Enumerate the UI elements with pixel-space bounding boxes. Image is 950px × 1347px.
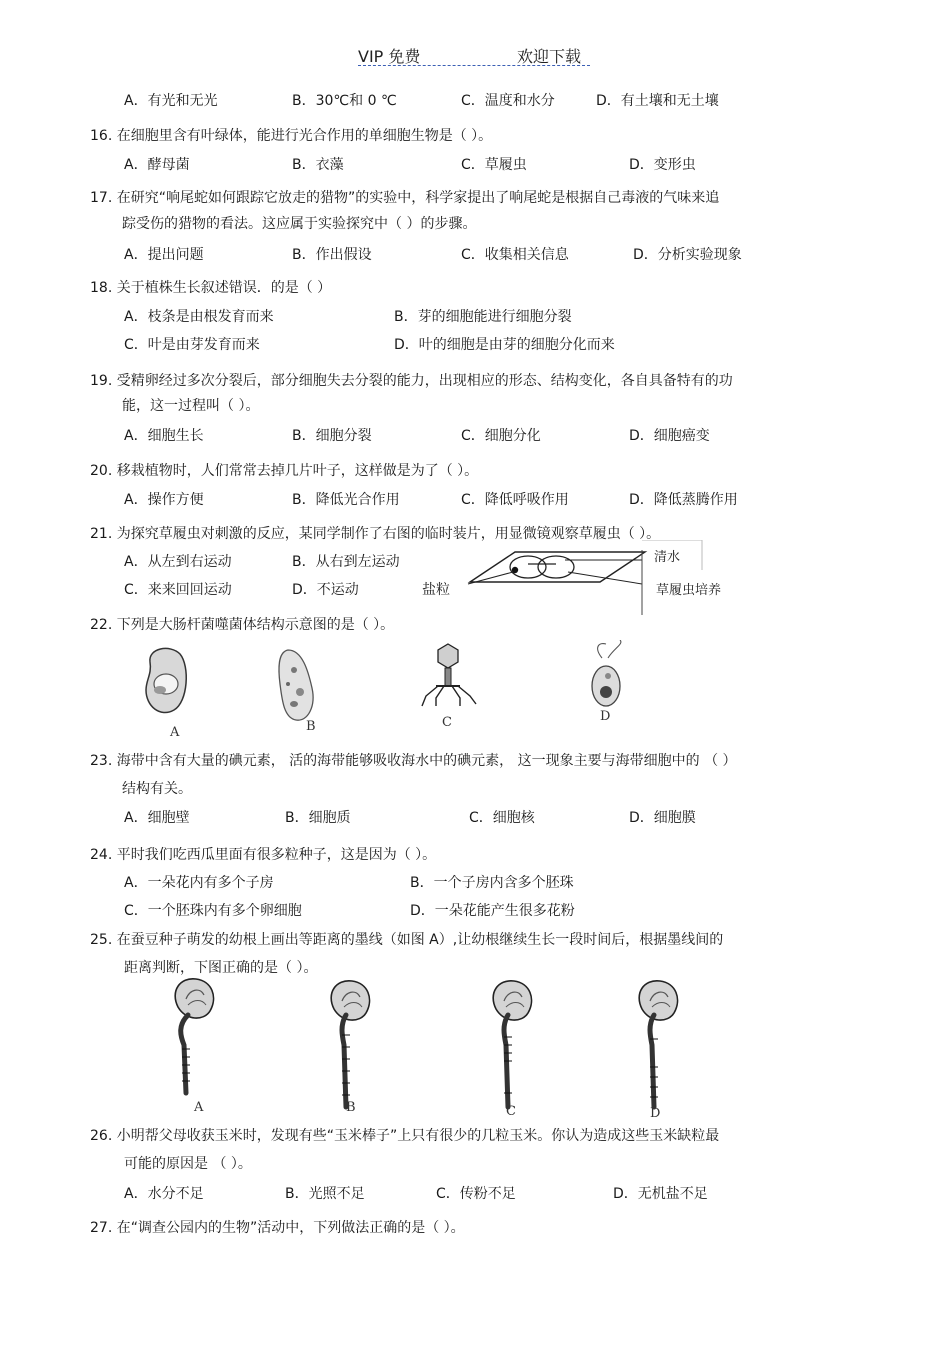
q22-figure-d — [592, 640, 621, 706]
q15-option-c: C．温度和水分 — [461, 93, 555, 109]
q25-label-c: C — [506, 1104, 516, 1119]
q22-label-a: A — [170, 725, 180, 740]
q21-option-a: A．从左到右运动 — [124, 554, 232, 570]
drop-right — [538, 556, 574, 578]
q22-figure-b — [279, 650, 313, 720]
q20-option-d: D．降低蒸腾作用 — [629, 492, 738, 508]
q16-option-a: A．酵母菌 — [124, 157, 190, 173]
q20-option-b: B．降低光合作用 — [292, 492, 400, 508]
q15-option-d: D．有土壤和无土壤 — [596, 93, 719, 109]
q21-label-culture: 草履虫培养 — [656, 583, 722, 598]
q25-label-d: D — [650, 1106, 661, 1120]
q17-stem-line2: 踪受伤的猎物的看法。这应属于实验探究中（ ）的步骤。 — [122, 216, 477, 232]
q18-stem: 18. 关于植株生长叙述错误．的是（ ） — [90, 280, 332, 296]
q20-stem: 20. 移栽植物时，人们常常去掉几片叶子，这样做是为了（ ）。 — [90, 463, 479, 479]
q22-figure-a — [146, 648, 186, 712]
q23-option-c: C．细胞核 — [469, 810, 535, 826]
header-underline — [358, 65, 590, 66]
q27-stem: 27. 在“调查公园内的生物”活动中，下列做法正确的是（ ）。 — [90, 1220, 465, 1236]
q22-label-c: C — [442, 715, 452, 730]
q25-root-figures — [150, 975, 690, 1120]
q21-option-d: D．不运动 — [292, 582, 359, 598]
q24-option-a: A．一朵花内有多个子房 — [124, 875, 274, 891]
q19-stem-line1: 19. 受精卵经过多次分裂后，部分细胞失去分裂的能力，出现相应的形态、结构变化，各自具备特有的功 — [90, 373, 733, 389]
q25-seedling-b — [331, 981, 369, 1107]
q26-option-a: A．水分不足 — [124, 1186, 204, 1202]
q26-stem-line1: 26. 小明帮父母收获玉米时，发现有些“玉米棒子”上只有很少的几粒玉米。你认为造成这些玉米缺粒最 — [90, 1128, 720, 1144]
q21-option-c: C．来来回回运动 — [124, 582, 232, 598]
q23-option-d: D．细胞膜 — [629, 810, 696, 826]
q23-option-a: A．细胞壁 — [124, 810, 190, 826]
q22-microbe-figures — [130, 640, 660, 740]
q18-option-d: D．叶的细胞是由芽的细胞分化而来 — [394, 337, 615, 353]
q24-option-d: D．一朵花能产生很多花粉 — [410, 903, 575, 919]
q26-option-b: B．光照不足 — [285, 1186, 365, 1202]
q19-option-a: A．细胞生长 — [124, 428, 204, 444]
q25-stem-line2: 距离判断，下图正确的是（ ）。 — [124, 960, 318, 976]
q22-figure-c — [422, 644, 476, 706]
q26-stem-line2: 可能的原因是 （ ）。 — [124, 1156, 252, 1172]
q25-label-a: A — [194, 1100, 204, 1115]
q21-slide-figure — [420, 540, 750, 615]
q16-stem: 16. 在细胞里含有叶绿体，能进行光合作用的单细胞生物是（ ）。 — [90, 128, 493, 144]
q21-label-salt: 盐粒 — [422, 582, 450, 598]
header-vip-free: VIP 免费 — [358, 47, 421, 66]
q19-option-d: D．细胞癌变 — [629, 428, 710, 444]
q20-option-c: C．降低呼吸作用 — [461, 492, 569, 508]
q21-option-b: B．从右到左运动 — [292, 554, 400, 570]
q24-option-b: B．一个子房内含多个胚珠 — [410, 875, 574, 891]
q23-stem-line1: 23. 海带中含有大量的碘元素， 活的海带能够吸收海水中的碘元素， 这一现象主要与海带细胞中的 （ ） — [90, 753, 737, 769]
q25-label-b: B — [346, 1100, 356, 1115]
q16-option-d: D．变形虫 — [629, 157, 696, 173]
q26-option-d: D．无机盐不足 — [613, 1186, 708, 1202]
q16-option-c: C．草履虫 — [461, 157, 527, 173]
q17-option-b: B．作出假设 — [292, 247, 372, 263]
q21-stem: 21. 为探究草履虫对刺激的反应，某同学制作了右图的临时装片，用显微镜观察草履虫（ ）。 — [90, 526, 661, 542]
q22-label-b: B — [306, 719, 316, 734]
q20-option-a: A．操作方便 — [124, 492, 204, 508]
q19-stem-line2: 能，这一过程叫（ ）。 — [122, 398, 260, 414]
q19-option-c: C．细胞分化 — [461, 428, 541, 444]
q26-option-c: C．传粉不足 — [436, 1186, 516, 1202]
q17-option-c: C．收集相关信息 — [461, 247, 569, 263]
q15-option-a: A．有光和无光 — [124, 93, 218, 109]
q23-option-b: B．细胞质 — [285, 810, 351, 826]
q17-option-d: D．分析实验现象 — [633, 247, 742, 263]
q24-option-c: C．一个胚珠内有多个卵细胞 — [124, 903, 302, 919]
q15-option-b: B．30℃和 0 ℃ — [292, 93, 397, 109]
q16-option-b: B．衣藻 — [292, 157, 344, 173]
q25-stem-line1: 25. 在蚕豆种子萌发的幼根上画出等距离的墨线（如图 A）,让幼根继续生长一段时间后，根据墨线间的 — [90, 932, 724, 948]
q17-option-a: A．提出问题 — [124, 247, 204, 263]
q25-seedling-c — [493, 981, 531, 1107]
q22-label-d: D — [600, 709, 611, 724]
q23-stem-line2: 结构有关。 — [122, 781, 192, 797]
q18-option-c: C．叶是由芽发育而来 — [124, 337, 260, 353]
q25-seedling-a — [175, 979, 213, 1093]
q17-stem-line1: 17. 在研究“响尾蛇如何跟踪它放走的猎物”的实验中，科学家提出了响尾蛇是根据自己毒液的气味来追 — [90, 190, 720, 206]
q19-option-b: B．细胞分裂 — [292, 428, 372, 444]
q21-label-water: 清水 — [654, 550, 681, 565]
q24-stem: 24. 平时我们吃西瓜里面有很多粒种子，这是因为（ ）。 — [90, 847, 437, 863]
q18-option-b: B．芽的细胞能进行细胞分裂 — [394, 309, 572, 325]
header-welcome-download: 欢迎下载 — [517, 47, 582, 66]
q18-option-a: A．枝条是由根发育而来 — [124, 309, 274, 325]
q22-stem: 22. 下列是大肠杆菌噬菌体结构示意图的是（ ）。 — [90, 617, 395, 633]
q25-seedling-d — [639, 981, 677, 1107]
